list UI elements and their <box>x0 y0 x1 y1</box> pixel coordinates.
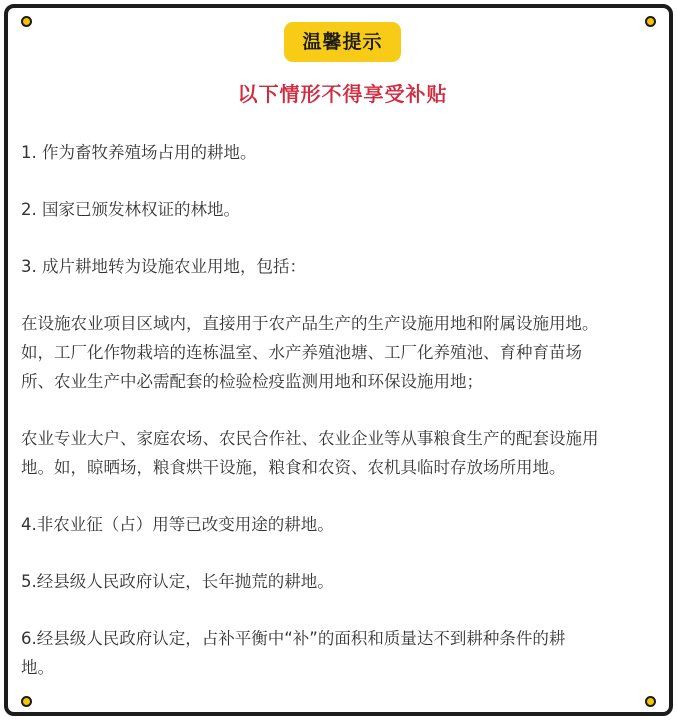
notice-line: 地。如，晾晒场，粮食烘干设施，粮食和农资、农机具临时存放场所用地。 <box>21 458 566 477</box>
corner-dot-icon <box>645 16 656 27</box>
notice-line: 如，工厂化作物栽培的连栋温室、水产养殖池塘、工厂化养殖池、育种育苗场 <box>21 343 582 362</box>
notice-line: 所、农业生产中必需配套的检验检疫监测用地和环保设施用地； <box>21 372 483 391</box>
notice-item-3 <box>21 252 666 281</box>
notice-card <box>4 4 673 716</box>
corner-dot-icon <box>21 16 32 27</box>
notice-line: 农业专业大户、家庭农场、农民合作社、农业企业等从事粮食生产的配套设施用 <box>21 429 599 448</box>
notice-item-2 <box>21 195 666 224</box>
notice-line: 5.经县级人民政府认定，长年抛荒的耕地。 <box>21 572 334 591</box>
notice-line: 4.非农业征（占）用等已改变用途的耕地。 <box>21 515 334 534</box>
notice-line: 1. 作为畜牧养殖场占用的耕地。 <box>21 143 257 162</box>
notice-item-1 <box>21 138 666 167</box>
notice-line: 在设施农业项目区域内，直接用于农产品生产的生产设施用地和附属设施用地。 <box>21 314 599 333</box>
notice-content <box>21 138 666 710</box>
notice-line: 6.经县级人民政府认定，占补平衡中“补”的面积和质量达不到耕种条件的耕 <box>21 629 566 648</box>
notice-item-6 <box>21 624 666 682</box>
notice-item-4 <box>21 510 666 539</box>
notice-badge: 温馨提示 <box>284 22 401 62</box>
notice-line: 地。 <box>21 658 54 677</box>
notice-item-5 <box>21 567 666 596</box>
notice-item-3b <box>21 424 666 482</box>
notice-item-3a <box>21 309 666 396</box>
notice-line: 2. 国家已颁发林权证的林地。 <box>21 200 240 219</box>
notice-subtitle: 以下情形不得享受补贴 <box>237 82 448 106</box>
notice-line: 3. 成片耕地转为设施农业用地，包括： <box>21 257 306 276</box>
